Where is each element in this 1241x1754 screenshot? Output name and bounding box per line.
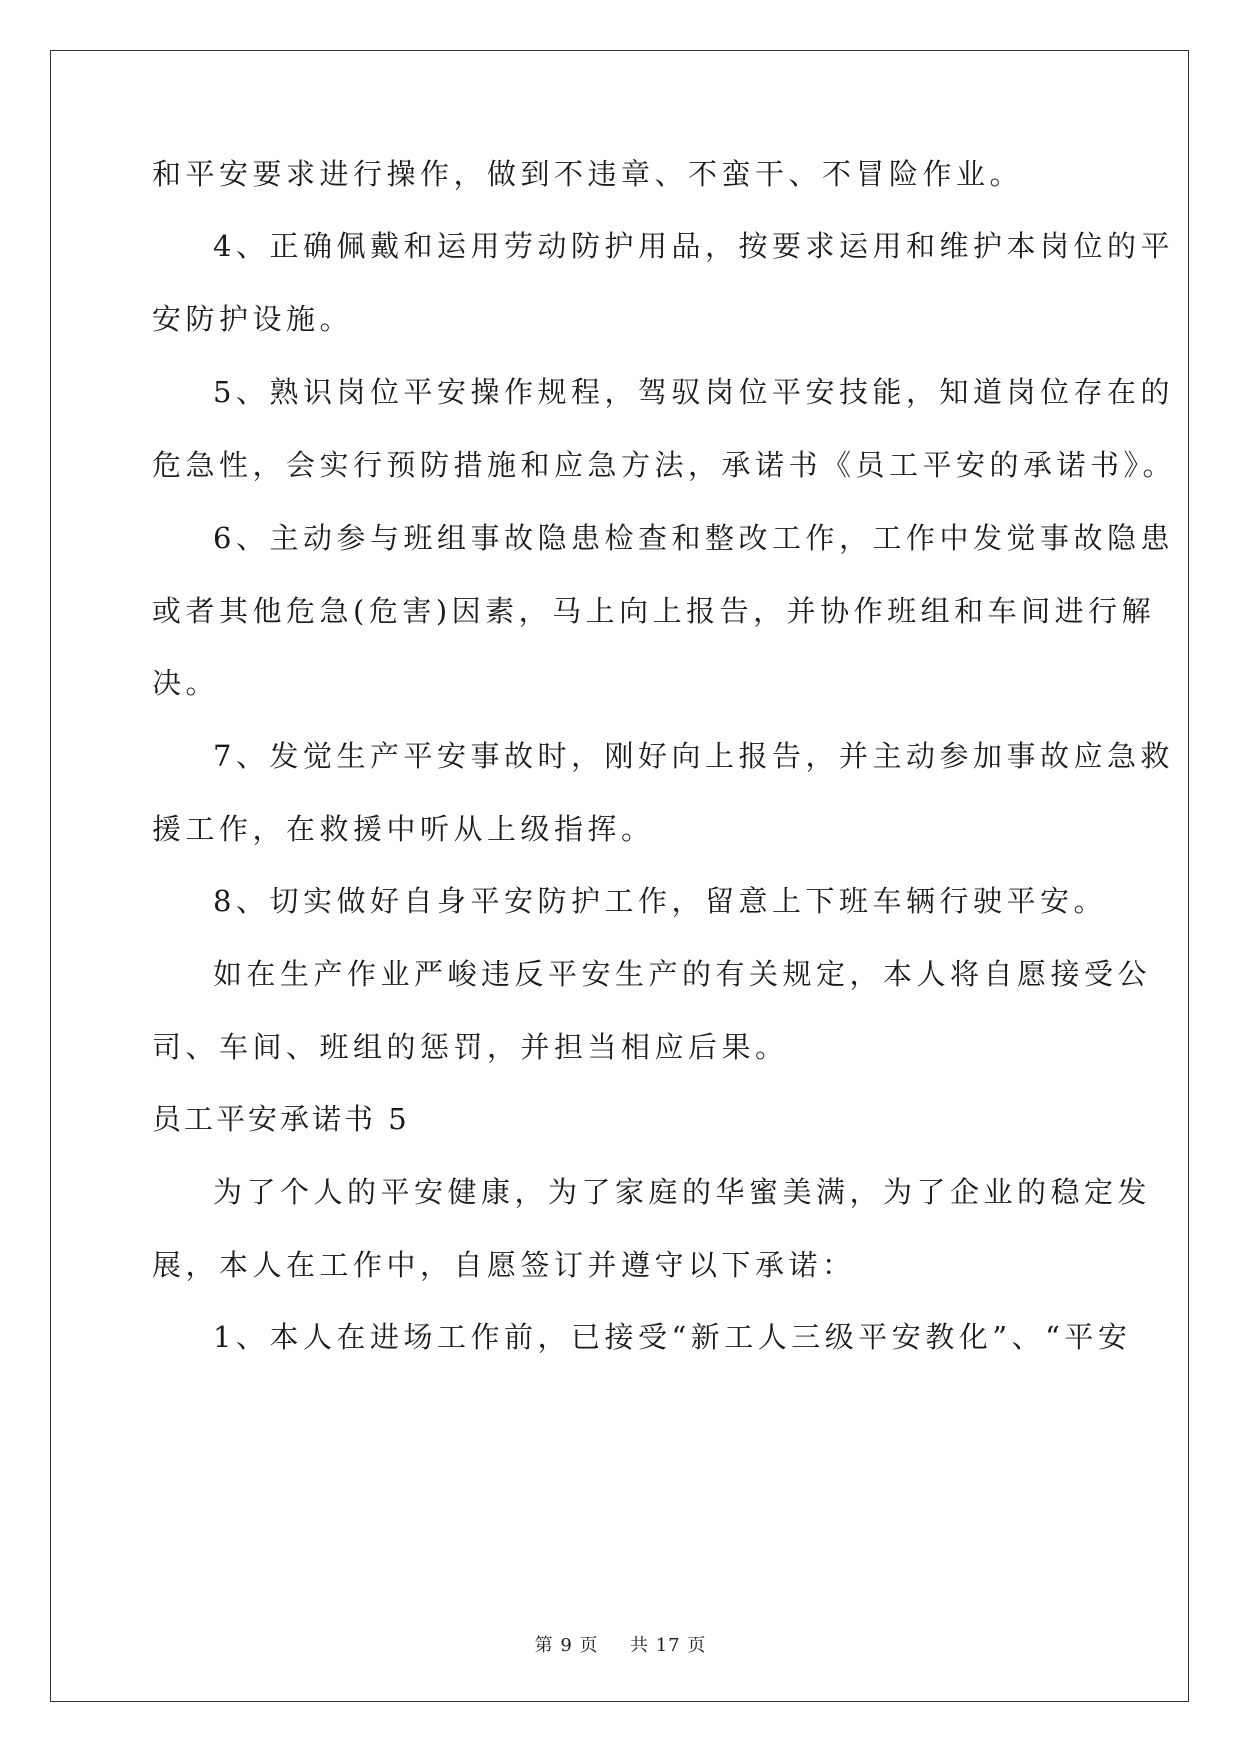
page-number: 第 9 页 — [534, 1635, 599, 1656]
text-line: 4、正确佩戴和运用劳动防护用品，按要求运用和维护本岗位的平 — [213, 229, 1174, 263]
section-heading: 员工平安承诺书 5 — [152, 1102, 410, 1136]
text-line: 援工作，在救援中听从上级指挥。 — [152, 812, 655, 846]
text-line: 安防护设施。 — [152, 302, 354, 336]
text-line: 或者其他危急(危害)因素，马上向上报告，并协作班组和车间进行解 — [152, 594, 1156, 628]
page-footer — [0, 1631, 1241, 1657]
text-line: 司、车间、班组的惩罚，并担当相应后果。 — [152, 1030, 789, 1064]
text-line: 危急性，会实行预防措施和应急方法，承诺书《员工平安的承诺书》。 — [152, 448, 1177, 482]
text-line: 决。 — [152, 666, 220, 700]
text-line: 为了个人的平安健康，为了家庭的华蜜美满，为了企业的稳定发 — [213, 1175, 1152, 1209]
text-line: 和平安要求进行操作，做到不违章、不蛮干、不冒险作业。 — [152, 157, 1024, 191]
text-line: 5、熟识岗位平安操作规程，驾驭岗位平安技能，知道岗位存在的 — [213, 375, 1174, 409]
text-line: 6、主动参与班组事故隐患检查和整改工作，工作中发觉事故隐患 — [213, 521, 1174, 555]
text-line: 1、本人在进场工作前，已接受“新工人三级平安教化”、“平安 — [213, 1320, 1132, 1354]
page-border — [50, 50, 1189, 1702]
text-line: 如在生产作业严峻违反平安生产的有关规定，本人将自愿接受公 — [213, 957, 1152, 991]
text-line: 展，本人在工作中，自愿签订并遵守以下承诺： — [152, 1248, 856, 1282]
text-line: 8、切实做好自身平安防护工作，留意上下班车辆行驶平安。 — [213, 884, 1107, 918]
page-total: 共 17 页 — [630, 1635, 707, 1656]
text-line: 7、发觉生产平安事故时，刚好向上报告，并主动参加事故应急救 — [213, 739, 1174, 773]
